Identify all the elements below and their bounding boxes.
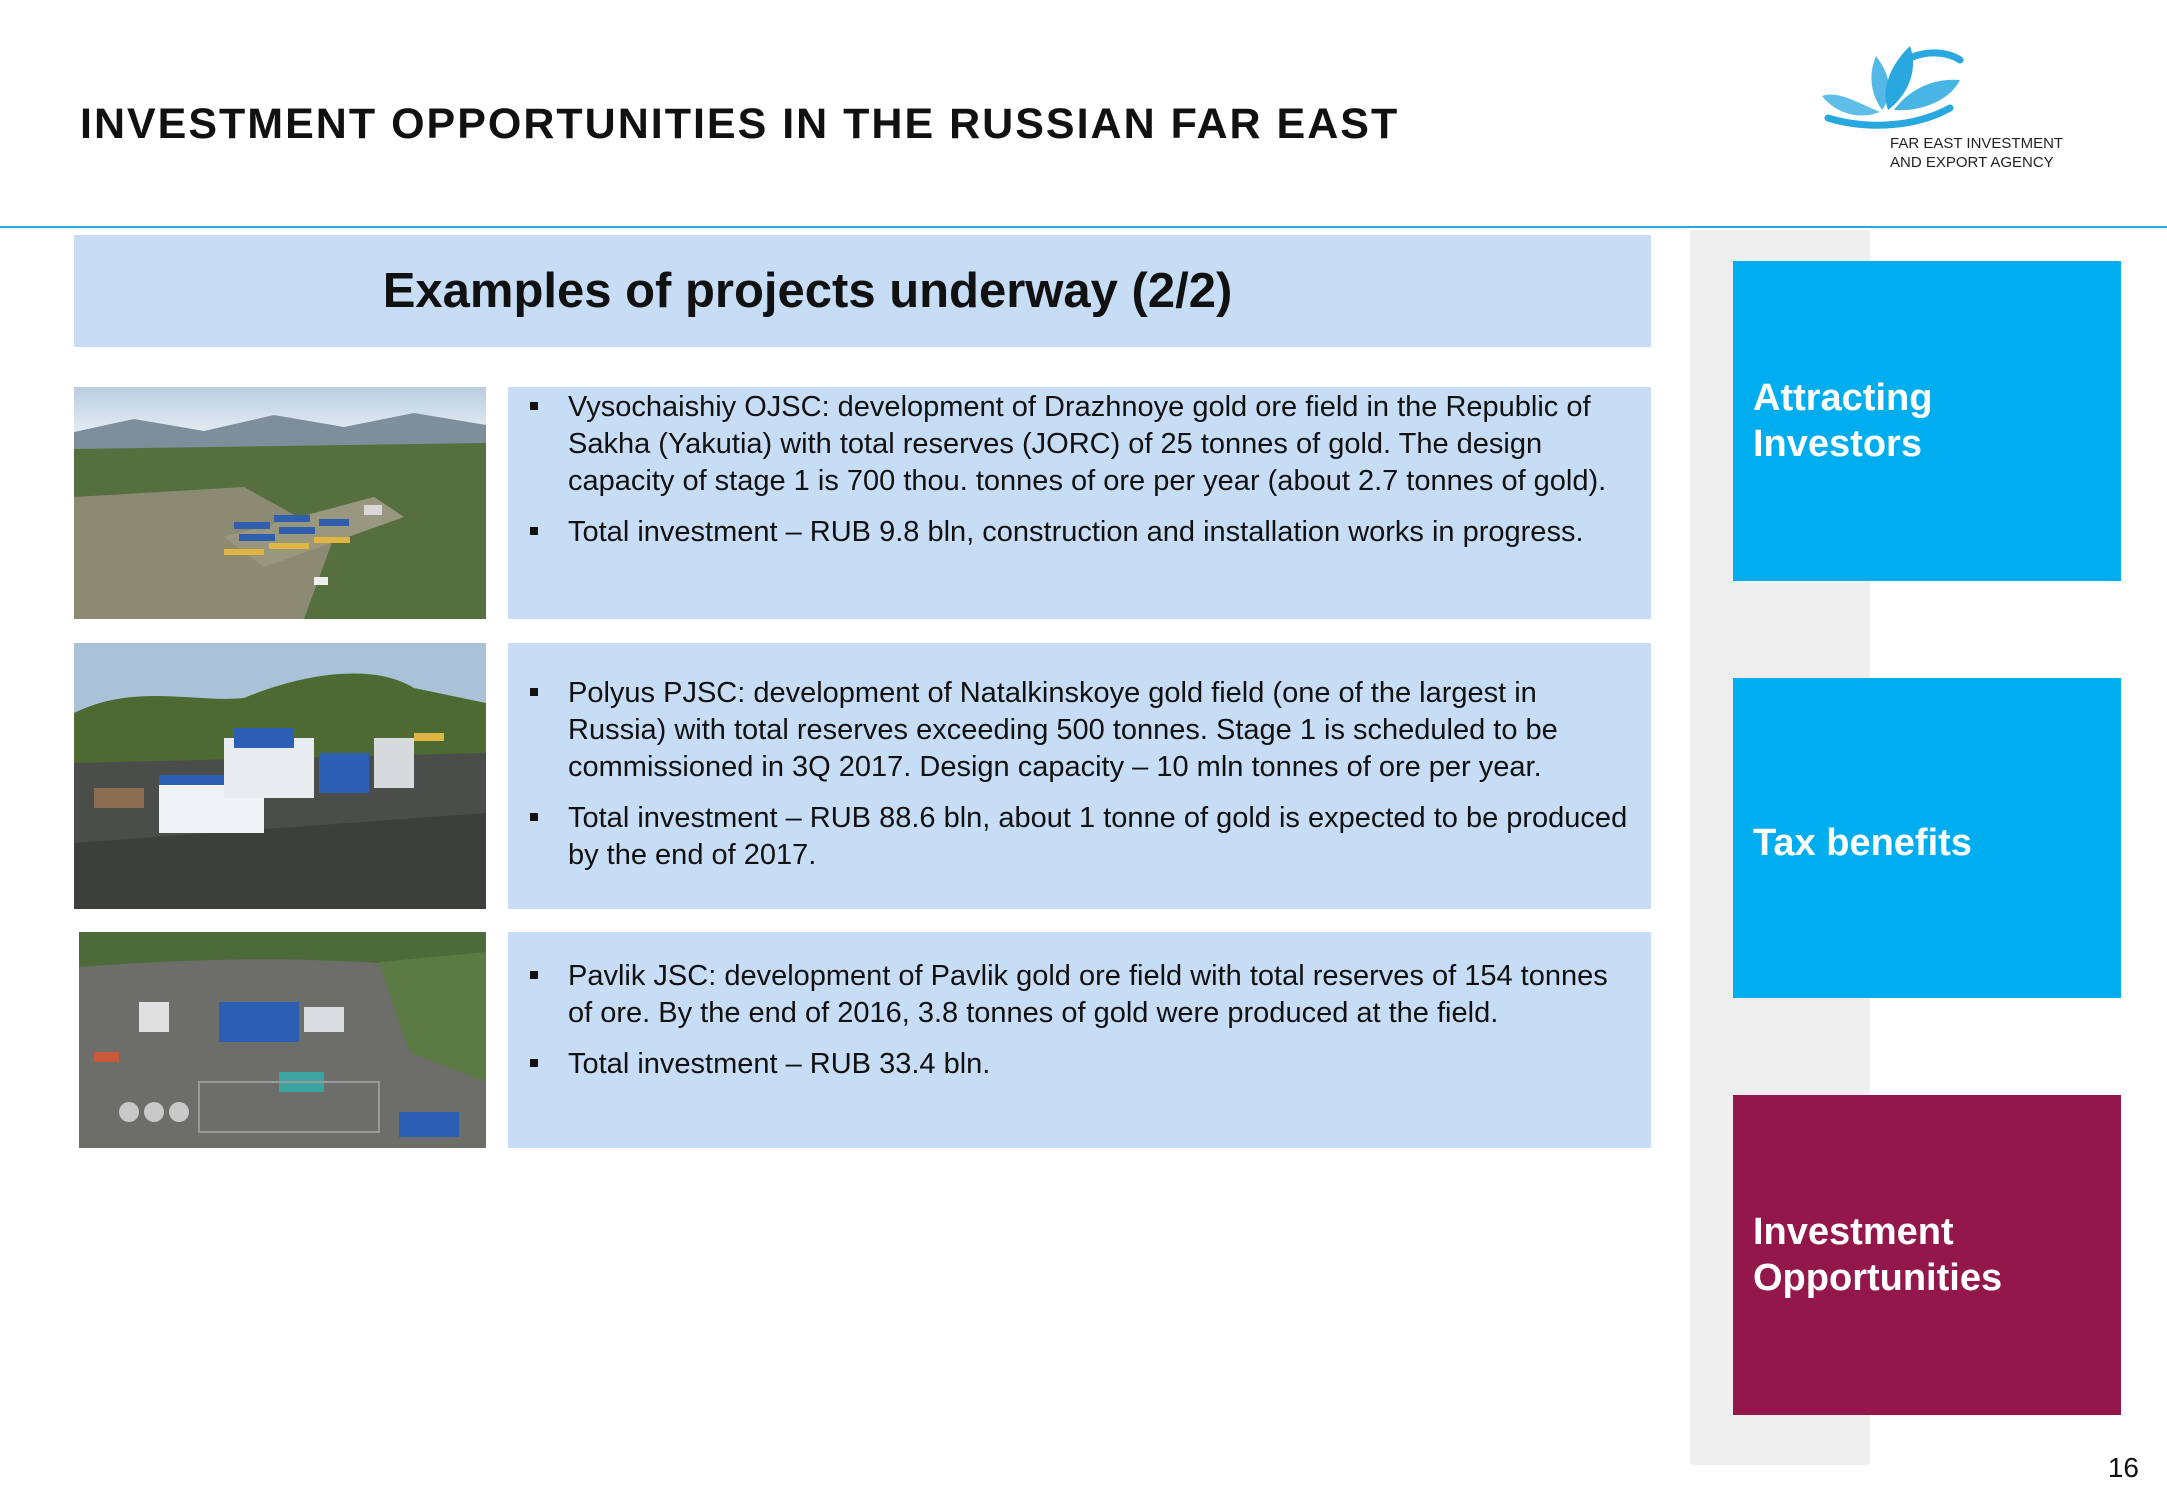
header-divider bbox=[0, 226, 2167, 228]
agency-name-line1: FAR EAST INVESTMENT bbox=[1890, 135, 2064, 152]
sidebar-item-tax-benefits[interactable] bbox=[1733, 678, 2121, 998]
page-number: 16 bbox=[2107, 1452, 2139, 1483]
project-bullet: Total investment – RUB 33.4 bln. bbox=[568, 1046, 1635, 1083]
sidebar-item-label: Attracting Investors bbox=[1753, 377, 1933, 465]
sidebar-item-label: Investment Opportunities bbox=[1753, 1211, 2003, 1299]
section-title: Examples of projects underway (2/2) bbox=[382, 264, 1233, 318]
project-bullet: Total investment – RUB 9.8 bln, construction and installation works in progress. bbox=[568, 514, 1635, 551]
project-photo-natalkinskoye bbox=[74, 643, 486, 909]
agency-logo bbox=[1810, 38, 2110, 178]
project-bullet: Polyus PJSC: development of Natalkinskoye gold field (one of the largest in Russia) with total reserves exceeding 500 tonnes. Stage 1 is scheduled to be commissioned in 3Q 2017. Design capacity – 10 mln tonnes of ore per year. bbox=[568, 675, 1635, 786]
project-bullet: Total investment – RUB 88.6 bln, about 1 tonne of gold is expected to be produced by the end of 2017. bbox=[568, 800, 1635, 874]
section-banner bbox=[74, 235, 1651, 347]
sidebar-item-label: Tax benefits bbox=[1753, 822, 1972, 864]
project-card-drazhnoye bbox=[508, 387, 1651, 619]
project-bullet: Vysochaishiy OJSC: development of Drazhnoye gold ore field in the Republic of Sakha (Yakutia) with total reserves (JORC) of 25 tonnes of gold. The design capacity of stage 1 is 700 thou. tonnes of ore per year (about 2.7 tonnes of gold). bbox=[568, 389, 1635, 500]
project-bullet: Pavlik JSC: development of Pavlik gold ore field with total reserves of 154 tonnes of ore. By the end of 2016, 3.8 tonnes of gold were produced at the field. bbox=[568, 958, 1635, 1032]
agency-name-line2: AND EXPORT AGENCY bbox=[1890, 154, 2054, 171]
page-title: INVESTMENT OPPORTUNITIES IN THE RUSSIAN FAR EAST bbox=[80, 100, 1400, 148]
lotus-icon bbox=[1810, 38, 1980, 138]
agency-name bbox=[1890, 134, 2063, 172]
project-photo-drazhnoye bbox=[74, 387, 486, 619]
sidebar-item-attracting-investors[interactable] bbox=[1733, 261, 2121, 581]
project-photo-pavlik bbox=[79, 932, 486, 1148]
project-card-natalkinskoye bbox=[508, 643, 1651, 909]
project-card-pavlik bbox=[508, 932, 1651, 1148]
sidebar-item-investment-opportunities[interactable] bbox=[1733, 1095, 2121, 1415]
